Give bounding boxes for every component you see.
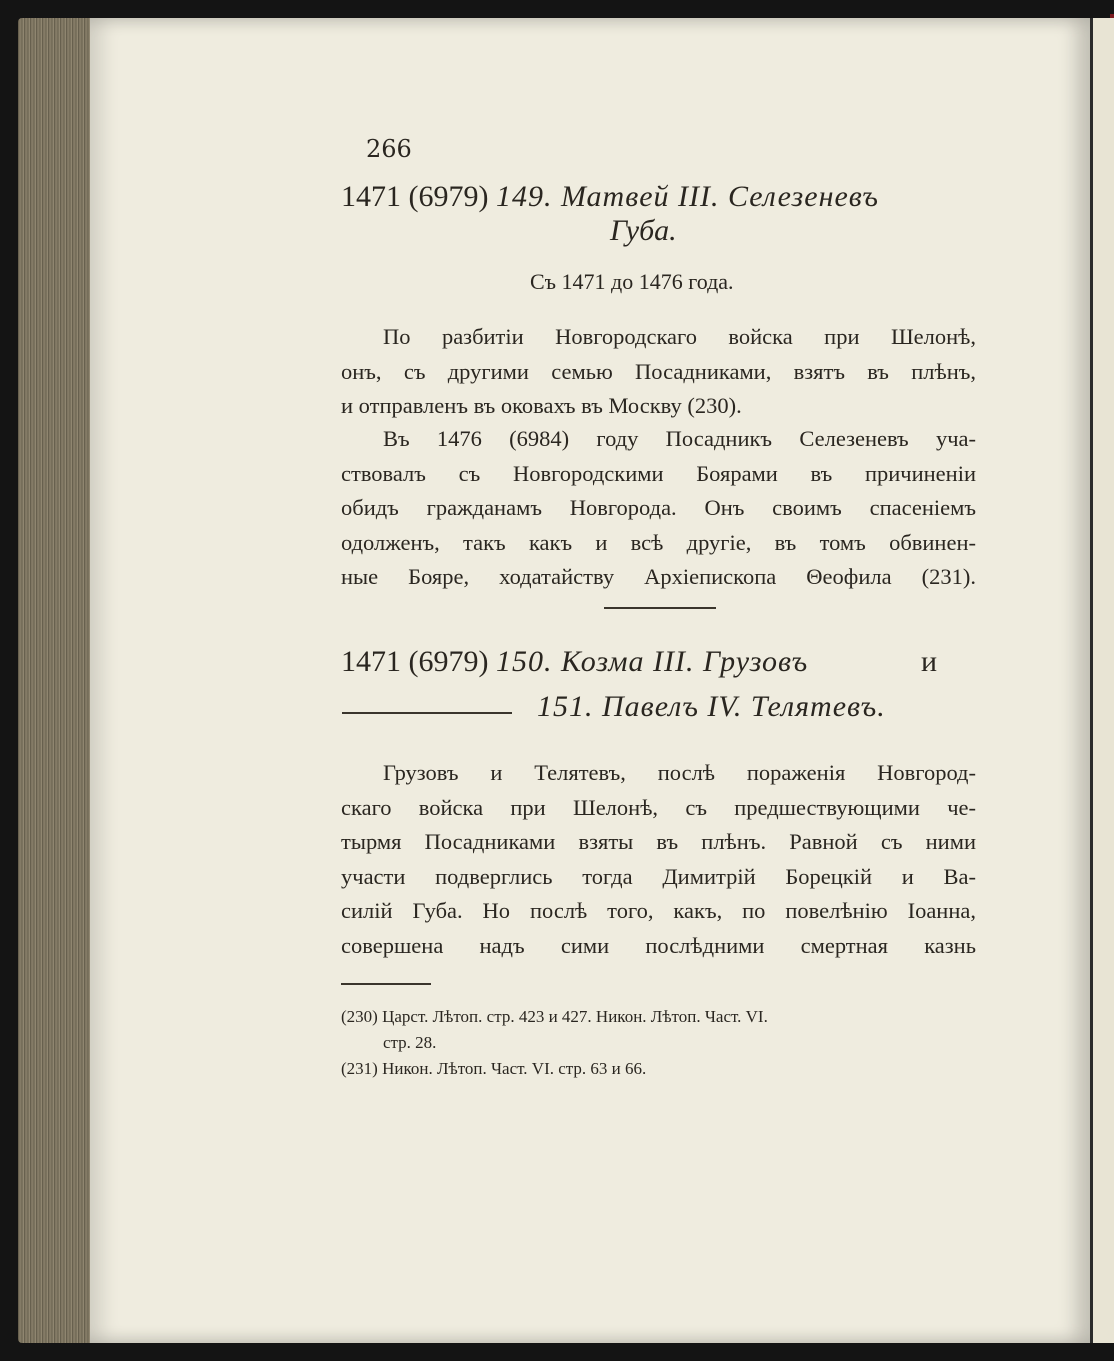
footnote-line: стр. 28. xyxy=(383,1033,437,1052)
entry1-subtitle: Съ 1471 до 1476 года. xyxy=(530,269,734,294)
text-line: Въ 1476 (6984) году Посадникъ Селезеневъ уча- xyxy=(383,426,976,451)
text-line: онъ, съ другими семью Посадниками, взятъ въ плѣнъ, xyxy=(341,358,976,384)
entry1-paragraph-2 xyxy=(341,422,976,595)
entry1-heading-year: 1471 (6979) xyxy=(341,180,496,213)
section-separator xyxy=(604,607,716,609)
entry1-heading-name: 149. Матвей III. Селезеневъ xyxy=(495,180,879,213)
text-line: участи подверглись тогда Димитрій Борецкій и Ва- xyxy=(341,863,976,889)
text-line: совершена надъ сими послѣдними смертная казнь xyxy=(341,932,976,958)
footnotes xyxy=(341,1004,976,1082)
entry1-heading-line2: Губа. xyxy=(610,214,677,247)
entry2-heading-tail: и xyxy=(921,645,938,678)
entry2-heading-line2: 151. Павелъ IV. Телятевъ. xyxy=(537,690,886,723)
text-line: ствовалъ съ Новгородскими Боярами въ причиненіи xyxy=(341,460,976,486)
page xyxy=(90,18,1090,1343)
entry1-heading xyxy=(341,180,879,214)
facing-page-edge xyxy=(1090,18,1114,1343)
text-line: и отправленъ въ оковахъ въ Москву (230). xyxy=(341,393,742,418)
text-line: ные Бояре, ходатайству Архіепископа Θеофила (231). xyxy=(341,564,976,589)
ditto-dash xyxy=(342,712,512,714)
entry1-paragraph-1 xyxy=(341,320,976,424)
text-line: тырмя Посадниками взяты въ плѣнъ. Равной съ ними xyxy=(341,829,976,854)
footnote-line: (231) Никон. Лѣтоп. Част. VI. стр. 63 и 66. xyxy=(341,1059,647,1078)
footnote-line: (230) Царст. Лѣтоп. стр. 423 и 427. Никон. Лѣтоп. Част. VI. xyxy=(341,1007,768,1026)
text-line: силій Губа. Но послѣ того, какъ, по повелѣнію Іоанна, xyxy=(341,898,976,923)
footnote-rule xyxy=(341,983,431,985)
entry2-paragraph-1 xyxy=(341,756,976,963)
text-line: одолженъ, такъ какъ и всѣ другіе, въ томъ обвинен- xyxy=(341,529,976,555)
page-edges xyxy=(18,18,100,1343)
text-line: Грузовъ и Телятевъ, послѣ пораженія Новгород- xyxy=(383,760,976,785)
text-line: обидъ гражданамъ Новгорода. Онъ своимъ спасеніемъ xyxy=(341,495,976,520)
page-number: 266 xyxy=(366,135,412,163)
text-line: По разбитіи Новгородскаго войска при Шелонѣ, xyxy=(383,324,976,349)
entry2-heading-name: 150. Козма III. Грузовъ xyxy=(495,645,809,678)
entry2-heading xyxy=(341,645,938,679)
text-line: скаго войска при Шелонѣ, съ предшествующими че- xyxy=(341,794,976,820)
entry2-heading-year: 1471 (6979) xyxy=(341,645,496,678)
